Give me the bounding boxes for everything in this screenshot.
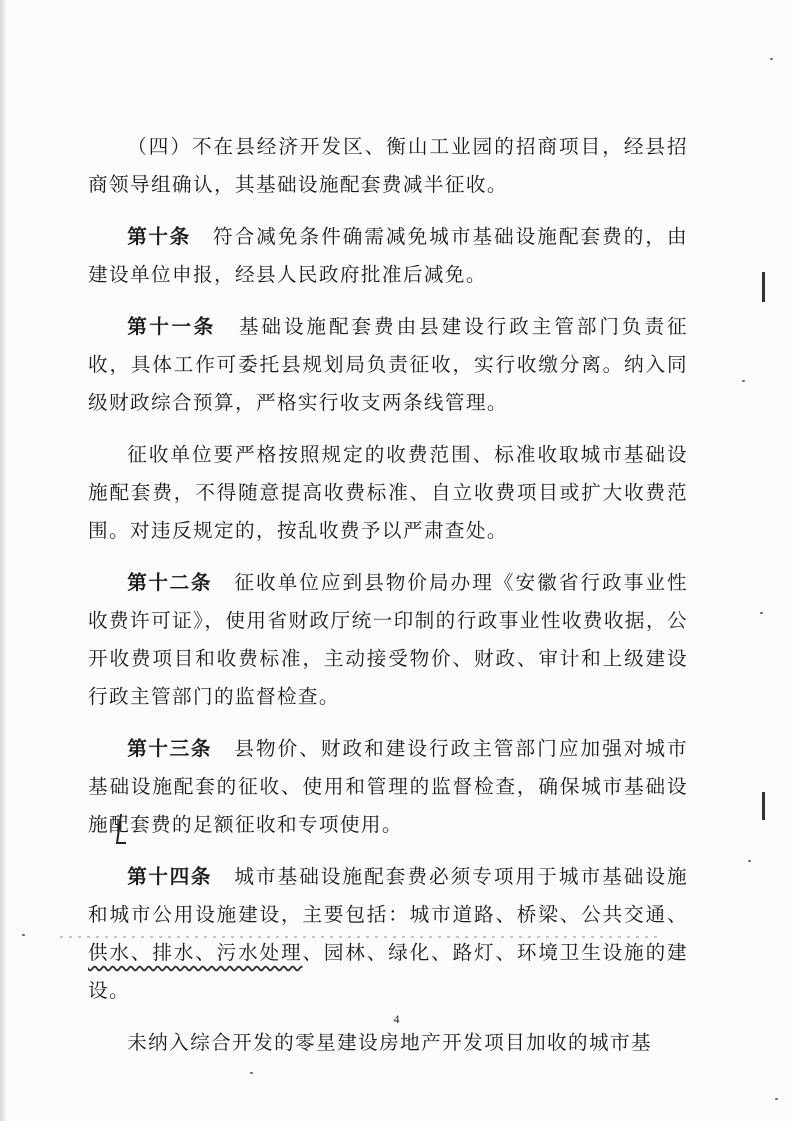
scan-edge bbox=[0, 0, 6, 1121]
handwritten-underline-text: 供水、排水、污水处理 bbox=[88, 941, 303, 964]
paragraph-continuation bbox=[88, 1024, 688, 1062]
article-text: 县物价、财政和建设行政主管部门应加强对城市基础设施配套的征收、使用和管理的监督检查，确保城市基础设施配套费的足额征收和专项使用。 bbox=[88, 737, 688, 836]
article-number: 第十条 bbox=[127, 225, 191, 248]
page-number: 4 bbox=[393, 1012, 400, 1026]
paragraph-item-4 bbox=[88, 128, 688, 204]
article-11 bbox=[88, 308, 688, 422]
scan-mark bbox=[762, 272, 765, 302]
article-number: 第十一条 bbox=[127, 315, 216, 338]
article-text: 征收单位应到县物价局办理《安徽省行政事业性收费许可证》，使用省财政厅统一印制的行政事业性收费收据，公开收费项目和收费标准，主动接受物价、财政、审计和上级建设行政主管部门的监督检查。 bbox=[88, 571, 688, 708]
article-13 bbox=[88, 730, 688, 844]
article-10 bbox=[88, 218, 688, 294]
paragraph-text: 征收单位要严格按照规定的收费范围、标准收取城市基础设施配套费，不得随意提高收费标准、自立收费项目或扩大收费范围。对违反规定的，按乱收费予以严肃查处。 bbox=[88, 443, 688, 542]
scan-mark bbox=[762, 792, 765, 820]
paragraph-text: （四）不在县经济开发区、衡山工业园的招商项目，经县招商领导组确认，其基础设施配套费减半征收。 bbox=[88, 135, 688, 196]
article-text-before: 城市基础设施配套费必须专项用于城市基础设施和城市公用设施建设，主要包括：城市道路、桥梁、公共交通、 bbox=[88, 865, 688, 926]
article-14 bbox=[88, 858, 688, 1010]
article-text: 符合减免条件确需减免城市基础设施配套费的，由建设单位申报，经县人民政府批准后减免。 bbox=[88, 225, 688, 286]
article-number: 第十四条 bbox=[127, 865, 213, 888]
scan-speck bbox=[748, 860, 751, 862]
article-number: 第十二条 bbox=[127, 571, 213, 594]
scan-speck bbox=[770, 58, 773, 60]
scan-speck bbox=[250, 1072, 253, 1074]
paragraph-collection-rules bbox=[88, 436, 688, 550]
scan-speck bbox=[742, 380, 745, 382]
article-text-after: 、园林、绿化、路灯、环境卫生设施的建设。 bbox=[88, 941, 689, 1002]
article-12 bbox=[88, 564, 688, 716]
article-number: 第十三条 bbox=[127, 737, 213, 760]
paragraph-text: 未纳入综合开发的零星建设房地产开发项目加收的城市基 bbox=[127, 1031, 653, 1054]
scan-speck bbox=[775, 1098, 778, 1100]
scan-noise-line bbox=[60, 936, 660, 938]
scan-speck bbox=[22, 934, 25, 936]
scan-speck bbox=[760, 612, 763, 614]
document-body bbox=[88, 128, 688, 1062]
article-text: 基础设施配套费由县建设行政主管部门负责征收，具体工作可委托县规划局负责征收，实行收缴分离。纳入同级财政综合预算，严格实行收支两条线管理。 bbox=[88, 315, 689, 414]
